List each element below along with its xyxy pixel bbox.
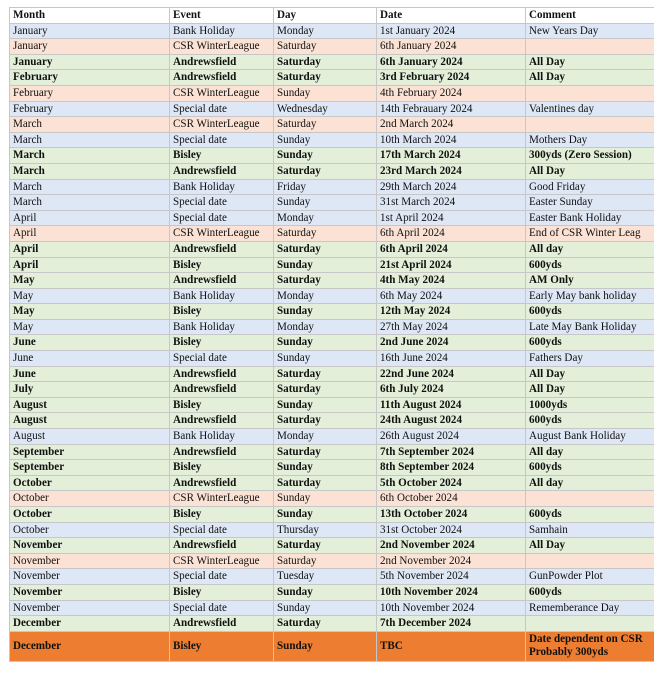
cell-month: March (10, 195, 170, 211)
cell-date: 21st April 2024 (377, 257, 526, 273)
cell-event: CSR WinterLeague (170, 553, 274, 569)
cell-month: October (10, 522, 170, 538)
cell-month: April (10, 241, 170, 257)
cell-day: Thursday (274, 522, 377, 538)
cell-day: Saturday (274, 273, 377, 289)
cell-event: Bank Holiday (170, 179, 274, 195)
cell-month: September (10, 460, 170, 476)
table-row (10, 366, 654, 382)
cell-event: CSR WinterLeague (170, 117, 274, 133)
cell-date: 6th April 2024 (377, 241, 526, 257)
cell-day: Saturday (274, 475, 377, 491)
cell-comment: Mothers Day (526, 132, 654, 148)
cell-day: Sunday (274, 397, 377, 413)
cell-month: November (10, 538, 170, 554)
cell-day: Sunday (274, 491, 377, 507)
cell-month: November (10, 553, 170, 569)
cell-event: Bisley (170, 335, 274, 351)
cell-month: October (10, 491, 170, 507)
cell-day: Monday (274, 210, 377, 226)
table-row (10, 616, 654, 632)
cell-month: November (10, 600, 170, 616)
cell-date: 6th January 2024 (377, 54, 526, 70)
cell-day: Monday (274, 319, 377, 335)
cell-comment: Good Friday (526, 179, 654, 195)
cell-month: June (10, 351, 170, 367)
cell-day: Tuesday (274, 569, 377, 585)
cell-day: Sunday (274, 631, 377, 661)
cell-day: Sunday (274, 132, 377, 148)
cell-event: Bisley (170, 631, 274, 661)
cell-comment: 300yds (Zero Session) (526, 148, 654, 164)
cell-comment: Rememberance Day (526, 600, 654, 616)
table-row (10, 85, 654, 101)
cell-event: Bisley (170, 460, 274, 476)
header-date: Date (377, 8, 526, 24)
cell-month: June (10, 335, 170, 351)
cell-comment: All day (526, 241, 654, 257)
cell-month: March (10, 132, 170, 148)
cell-comment: All day (526, 444, 654, 460)
cell-comment: Valentines day (526, 101, 654, 117)
cell-comment: New Years Day (526, 23, 654, 39)
cell-comment: Early May bank holiday (526, 288, 654, 304)
table-row (10, 584, 654, 600)
cell-event: Bank Holiday (170, 23, 274, 39)
cell-comment: August Bank Holiday (526, 429, 654, 445)
table-row (10, 631, 654, 661)
cell-comment: Easter Sunday (526, 195, 654, 211)
cell-day: Saturday (274, 39, 377, 55)
cell-day: Sunday (274, 335, 377, 351)
cell-comment: Date dependent on CSR Probably 300yds (526, 631, 654, 661)
cell-event: CSR WinterLeague (170, 226, 274, 242)
cell-month: March (10, 117, 170, 133)
cell-date: 10th March 2024 (377, 132, 526, 148)
cell-comment: 600yds (526, 257, 654, 273)
table-row (10, 522, 654, 538)
header-month: Month (10, 8, 170, 24)
cell-month: November (10, 569, 170, 585)
cell-date: 23rd March 2024 (377, 163, 526, 179)
cell-comment (526, 39, 654, 55)
cell-date: 16th June 2024 (377, 351, 526, 367)
table-row (10, 569, 654, 585)
table-row (10, 444, 654, 460)
header-day: Day (274, 8, 377, 24)
cell-month: May (10, 288, 170, 304)
table-row (10, 273, 654, 289)
table-row (10, 538, 654, 554)
header-event: Event (170, 8, 274, 24)
cell-date: 2nd November 2024 (377, 538, 526, 554)
table-row (10, 210, 654, 226)
cell-event: Andrewsfield (170, 241, 274, 257)
cell-date: 29th March 2024 (377, 179, 526, 195)
table-row (10, 491, 654, 507)
cell-event: Bank Holiday (170, 288, 274, 304)
cell-month: February (10, 85, 170, 101)
cell-comment (526, 491, 654, 507)
cell-day: Saturday (274, 444, 377, 460)
cell-month: August (10, 413, 170, 429)
cell-comment (526, 553, 654, 569)
cell-event: Bank Holiday (170, 319, 274, 335)
cell-month: January (10, 23, 170, 39)
cell-day: Saturday (274, 54, 377, 70)
cell-month: August (10, 429, 170, 445)
cell-event: Andrewsfield (170, 382, 274, 398)
cell-comment: 600yds (526, 413, 654, 429)
cell-month: January (10, 54, 170, 70)
cell-comment: Late May Bank Holiday (526, 319, 654, 335)
cell-date: 26th August 2024 (377, 429, 526, 445)
cell-day: Sunday (274, 600, 377, 616)
cell-date: 2nd March 2024 (377, 117, 526, 133)
cell-day: Sunday (274, 195, 377, 211)
cell-event: Bisley (170, 304, 274, 320)
table-row (10, 39, 654, 55)
cell-month: March (10, 148, 170, 164)
cell-day: Sunday (274, 148, 377, 164)
cell-month: April (10, 257, 170, 273)
cell-date: 6th October 2024 (377, 491, 526, 507)
cell-comment: All Day (526, 382, 654, 398)
cell-comment: 600yds (526, 507, 654, 523)
cell-month: October (10, 507, 170, 523)
table-row (10, 319, 654, 335)
table-row (10, 553, 654, 569)
cell-month: December (10, 616, 170, 632)
table-row (10, 288, 654, 304)
cell-day: Sunday (274, 304, 377, 320)
cell-date: 1st January 2024 (377, 23, 526, 39)
cell-date: 24th August 2024 (377, 413, 526, 429)
cell-month: November (10, 584, 170, 600)
cell-day: Friday (274, 179, 377, 195)
cell-date: 6th April 2024 (377, 226, 526, 242)
cell-month: April (10, 226, 170, 242)
table-row (10, 304, 654, 320)
cell-comment: Samhain (526, 522, 654, 538)
cell-event: Andrewsfield (170, 163, 274, 179)
cell-day: Sunday (274, 584, 377, 600)
cell-month: April (10, 210, 170, 226)
schedule-sheet (9, 7, 654, 662)
table-row (10, 382, 654, 398)
cell-date: TBC (377, 631, 526, 661)
cell-month: September (10, 444, 170, 460)
table-row (10, 335, 654, 351)
cell-month: May (10, 304, 170, 320)
cell-month: July (10, 382, 170, 398)
cell-date: 17th March 2024 (377, 148, 526, 164)
cell-date: 13th October 2024 (377, 507, 526, 523)
table-row (10, 148, 654, 164)
table-row (10, 117, 654, 133)
table-row (10, 23, 654, 39)
cell-day: Saturday (274, 616, 377, 632)
cell-comment: All Day (526, 163, 654, 179)
table-row (10, 70, 654, 86)
cell-comment: All Day (526, 54, 654, 70)
cell-date: 4th February 2024 (377, 85, 526, 101)
cell-date: 7th September 2024 (377, 444, 526, 460)
table-row (10, 241, 654, 257)
cell-date: 14th Febrauary 2024 (377, 101, 526, 117)
cell-event: Special date (170, 210, 274, 226)
cell-day: Saturday (274, 413, 377, 429)
cell-event: Bisley (170, 507, 274, 523)
cell-comment (526, 117, 654, 133)
cell-date: 1st April 2024 (377, 210, 526, 226)
cell-comment: AM Only (526, 273, 654, 289)
cell-comment: Easter Bank Holiday (526, 210, 654, 226)
cell-date: 11th August 2024 (377, 397, 526, 413)
table-row (10, 507, 654, 523)
table-row (10, 179, 654, 195)
table-row (10, 257, 654, 273)
cell-event: Andrewsfield (170, 70, 274, 86)
cell-event: Bisley (170, 584, 274, 600)
cell-month: August (10, 397, 170, 413)
cell-date: 31st October 2024 (377, 522, 526, 538)
cell-comment: Fathers Day (526, 351, 654, 367)
cell-month: February (10, 70, 170, 86)
cell-event: Andrewsfield (170, 366, 274, 382)
cell-date: 6th May 2024 (377, 288, 526, 304)
table-row (10, 397, 654, 413)
cell-event: CSR WinterLeague (170, 491, 274, 507)
cell-date: 4th May 2024 (377, 273, 526, 289)
cell-comment: All Day (526, 366, 654, 382)
cell-event: Andrewsfield (170, 54, 274, 70)
cell-day: Saturday (274, 553, 377, 569)
cell-day: Sunday (274, 507, 377, 523)
table-row (10, 54, 654, 70)
header-row (10, 8, 654, 24)
cell-date: 22nd June 2024 (377, 366, 526, 382)
cell-date: 31st March 2024 (377, 195, 526, 211)
cell-event: Andrewsfield (170, 616, 274, 632)
cell-event: Andrewsfield (170, 475, 274, 491)
cell-event: Bank Holiday (170, 429, 274, 445)
cell-comment: 600yds (526, 584, 654, 600)
cell-date: 27th May 2024 (377, 319, 526, 335)
cell-comment: 600yds (526, 460, 654, 476)
cell-date: 6th July 2024 (377, 382, 526, 398)
cell-event: Bisley (170, 257, 274, 273)
cell-day: Sunday (274, 351, 377, 367)
table-row (10, 475, 654, 491)
table-body (10, 23, 654, 661)
cell-date: 2nd June 2024 (377, 335, 526, 351)
cell-event: Andrewsfield (170, 444, 274, 460)
cell-event: Andrewsfield (170, 413, 274, 429)
cell-day: Saturday (274, 117, 377, 133)
cell-date: 8th September 2024 (377, 460, 526, 476)
cell-month: May (10, 319, 170, 335)
table-row (10, 195, 654, 211)
cell-event: Bisley (170, 397, 274, 413)
cell-date: 5th November 2024 (377, 569, 526, 585)
cell-event: CSR WinterLeague (170, 39, 274, 55)
cell-event: Special date (170, 351, 274, 367)
table-row (10, 132, 654, 148)
cell-event: Special date (170, 569, 274, 585)
cell-comment: 600yds (526, 304, 654, 320)
cell-day: Saturday (274, 366, 377, 382)
cell-day: Sunday (274, 257, 377, 273)
cell-event: Special date (170, 522, 274, 538)
cell-day: Monday (274, 288, 377, 304)
table-row (10, 163, 654, 179)
cell-day: Saturday (274, 538, 377, 554)
cell-event: Special date (170, 195, 274, 211)
table-row (10, 600, 654, 616)
cell-month: March (10, 179, 170, 195)
cell-day: Saturday (274, 241, 377, 257)
cell-month: February (10, 101, 170, 117)
cell-date: 10th November 2024 (377, 584, 526, 600)
cell-day: Saturday (274, 226, 377, 242)
cell-comment: End of CSR Winter Leag (526, 226, 654, 242)
cell-day: Monday (274, 23, 377, 39)
cell-month: May (10, 273, 170, 289)
cell-date: 7th December 2024 (377, 616, 526, 632)
cell-date: 3rd February 2024 (377, 70, 526, 86)
cell-month: March (10, 163, 170, 179)
cell-date: 6th January 2024 (377, 39, 526, 55)
cell-day: Saturday (274, 70, 377, 86)
cell-day: Monday (274, 429, 377, 445)
cell-comment: All day (526, 475, 654, 491)
cell-event: Special date (170, 101, 274, 117)
events-table (9, 7, 654, 662)
table-row (10, 351, 654, 367)
cell-day: Sunday (274, 460, 377, 476)
cell-month: December (10, 631, 170, 661)
cell-date: 2nd November 2024 (377, 553, 526, 569)
cell-comment (526, 85, 654, 101)
cell-event: Special date (170, 132, 274, 148)
cell-day: Sunday (274, 85, 377, 101)
cell-day: Saturday (274, 163, 377, 179)
cell-comment: 1000yds (526, 397, 654, 413)
cell-comment: GunPowder Plot (526, 569, 654, 585)
table-row (10, 460, 654, 476)
cell-event: CSR WinterLeague (170, 85, 274, 101)
cell-month: January (10, 39, 170, 55)
cell-comment (526, 616, 654, 632)
cell-date: 5th October 2024 (377, 475, 526, 491)
header-comment: Comment (526, 8, 654, 24)
cell-day: Wednesday (274, 101, 377, 117)
cell-date: 10th November 2024 (377, 600, 526, 616)
cell-month: October (10, 475, 170, 491)
cell-month: June (10, 366, 170, 382)
cell-date: 12th May 2024 (377, 304, 526, 320)
table-row (10, 226, 654, 242)
cell-comment: All Day (526, 70, 654, 86)
cell-event: Special date (170, 600, 274, 616)
cell-comment: All Day (526, 538, 654, 554)
cell-event: Andrewsfield (170, 538, 274, 554)
table-row (10, 101, 654, 117)
cell-event: Bisley (170, 148, 274, 164)
cell-comment: 600yds (526, 335, 654, 351)
cell-event: Andrewsfield (170, 273, 274, 289)
cell-day: Saturday (274, 382, 377, 398)
table-row (10, 413, 654, 429)
table-row (10, 429, 654, 445)
